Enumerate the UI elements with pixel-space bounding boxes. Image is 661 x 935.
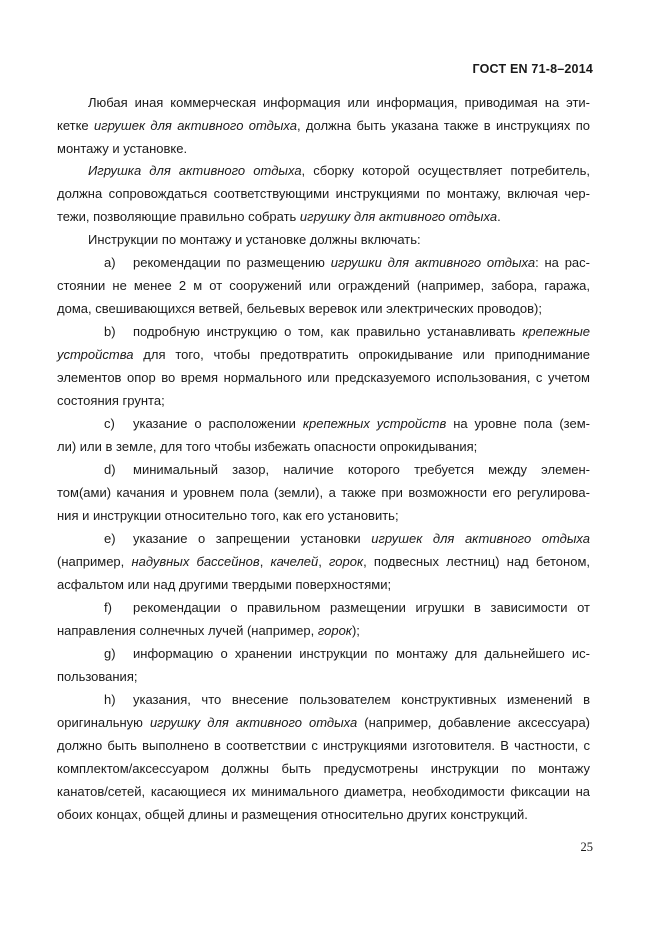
item-a-line-3: дома, свешивающихся ветвей, бельевых веревок или электрических проводов); [57, 301, 542, 316]
paragraph-1-line-3: монтажу и установке. [57, 141, 188, 156]
item-a-line-1: рекомендации по размещению игрушки для активного отдыха: на рас- [133, 255, 590, 270]
item-d-line-1: минимальный зазор, наличие которого требуется между элемен- [133, 462, 590, 477]
item-f-label: f) [104, 600, 112, 615]
item-a-label: а) [104, 255, 116, 270]
paragraph-1-line-2: кетке игрушек для активного отдыха, должна быть указана также в инструкциях по [57, 118, 591, 133]
item-e-line-3: асфальтом или над другими твердыми поверхностями; [57, 577, 392, 592]
paragraph-2-line-3: тежи, позволяющие правильно собрать игрушку для активного отдыха. [57, 209, 501, 224]
item-a-line-2: стоянии не менее 2 м от сооружений или ограждений (например, забора, гаража, [57, 278, 590, 293]
item-h-line-5: канатов/сетей, касающиеся их минимального диаметра, необходимости фиксации на [57, 784, 590, 799]
item-b-line-3: элементов опор во время нормального или предсказуемого использования, с учетом [57, 370, 590, 385]
item-c-line-1: указание о расположении крепежных устройств на уровне пола (зем- [133, 416, 590, 431]
item-b-label: b) [104, 324, 116, 339]
item-g-label: g) [104, 646, 116, 661]
paragraph-2-line-2: должна сопровождаться соответствующими инструкциями по монтажу, включая чер- [57, 186, 590, 201]
item-h-label: h) [104, 692, 116, 707]
item-b-line-1: подробную инструкцию о том, как правильно устанавливать крепежные [133, 324, 590, 339]
paragraph-2-line-1: Игрушка для активного отдыха, сборку которой осуществляет потребитель, [88, 163, 590, 178]
page-number: 25 [580, 840, 593, 854]
item-h-line-2: оригинальную игрушку для активного отдыха (например, добавление аксессуара) [57, 715, 590, 730]
paragraph-3-line-1: Инструкции по монтажу и установке должны включать: [88, 232, 421, 247]
item-h-line-4: комплектом/аксессуаром должны быть предусмотрены инструкции по монтажу [57, 761, 590, 776]
item-b-line-4: состояния грунта; [57, 393, 165, 408]
item-d-line-2: том(ами) качания и уровнем пола (земли), а также при возможности его регулирова- [57, 485, 590, 500]
paragraph-1-line-1: Любая иная коммерческая информация или информация, приводимая на эти- [88, 95, 590, 110]
item-b-line-2: устройства для того, чтобы предотвратить опрокидывание или приподнимание [57, 347, 590, 362]
item-c-label: c) [104, 416, 115, 431]
item-e-line-1: указание о запрещении установки игрушек для активного отдыха [133, 531, 590, 546]
item-e-line-2: (например, надувных бассейнов, качелей, горок, подвесных лестниц) над бетоном, [57, 554, 590, 569]
item-f-line-1: рекомендации о правильном размещении игрушки в зависимости от [133, 600, 590, 615]
item-c-line-2: ли) или в земле, для того чтобы избежать опасности опрокидывания; [57, 439, 478, 454]
item-d-label: d) [104, 462, 116, 477]
item-e-label: e) [104, 531, 116, 546]
item-g-line-2: пользования; [57, 669, 138, 684]
item-h-line-3: должно быть выполнено в соответствии с инструкциями изготовителя. В частности, с [57, 738, 590, 753]
item-g-line-1: информацию о хранении инструкции по монтажу для дальнейшего ис- [133, 646, 590, 661]
item-h-line-6: обоих концах, общей длины и размещения относительно других конструкций. [57, 807, 528, 822]
standard-designation: ГОСТ EN 71-8–2014 [472, 62, 593, 76]
item-h-line-1: указания, что внесение пользователем конструктивных изменений в [133, 692, 590, 707]
item-f-line-2: направления солнечных лучей (например, горок); [57, 623, 360, 638]
item-d-line-3: ния и инструкции относительно того, как его установить; [57, 508, 399, 523]
